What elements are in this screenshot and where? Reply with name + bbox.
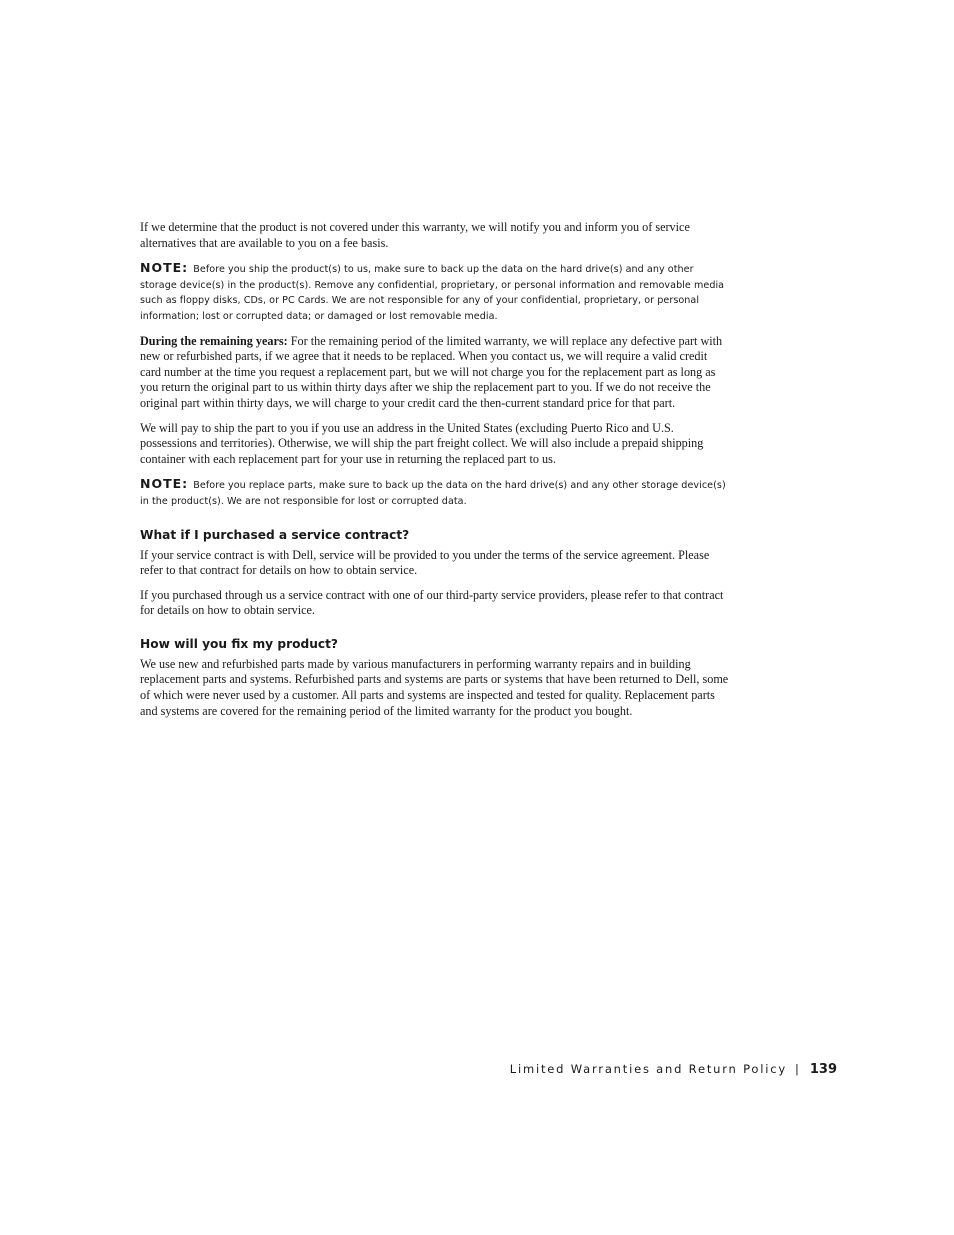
heading-fix-product: How will you fix my product? [140,636,338,651]
paragraph-third-party-contract: If you purchased through us a service contract with one of our third-party service providers, please refer to that contract for details on how to obtain service. [140,587,724,618]
heading-service-contract: What if I purchased a service contract? [140,527,410,542]
paragraph-not-covered: If we determine that the product is not covered under this warranty, we will notify you and inform you of service alternatives that are available to you on a fee basis. [140,220,690,250]
footer-title: Limited Warranties and Return Policy [509,1062,787,1076]
note-replace-backup [140,476,730,509]
note-ship-backup [140,260,730,324]
page-content [140,220,730,728]
paragraph-shipping: We will pay to ship the part to you if you use an address in the United States (excluding Puerto Rico and U.S. possessions and territories). Otherwise, we will ship the part freight collect. We will also include a prepaid shipping container with each replacement part for your use in returning the replaced part to us. [140,420,704,466]
paragraph-lead: During the remaining years: [140,333,288,348]
note-label: NOTE: [140,476,189,492]
paragraph-refurbished-parts: We use new and refurbished parts made by various manufacturers in performing warranty repairs and in building replacement parts and systems. Refurbished parts and systems are parts or systems that have been returned to Dell, some of which were never used by a customer. All parts and systems are inspected and tested for quality. Replacement parts and systems are covered for the remaining period of the limited warranty for the product you bought. [140,656,729,718]
note-label: NOTE: [140,260,189,276]
page-number: 139 [809,1062,837,1077]
note-text: Before you replace parts, make sure to back up the data on the hard drive(s) and any other storage device(s) in the product(s). We are not responsible for lost or corrupted data. [140,480,726,507]
paragraph-text: For the remaining period of the limited warranty, we will replace any defective part with new or refurbished parts, if we agree that it needs to be replaced. When you contact us, we will require a valid credit card number at the time you request a replacement part, but we will not charge you for the replacement part as long as you return the original part to us within thirty days after we ship the replacement part to you. If we do not receive the original part within thirty days, we will charge to your credit card the then-current standard price for that part. [140,333,723,410]
note-text: Before you ship the product(s) to us, make sure to back up the data on the hard drive(s) and any other storage device(s) in the product(s). Remove any confidential, proprietary, or personal information and removable media such as floppy disks, CDs, or PC Cards. We are not responsible for any of your confidential, proprietary, or personal information; lost or corrupted data; or damaged or lost removable media. [140,264,725,322]
paragraph-remaining-years [140,334,730,412]
page-footer [510,1062,837,1077]
paragraph-dell-contract: If your service contract is with Dell, service will be provided to you under the terms of the service agreement. Please refer to that contract for details on how to obtain service. [140,547,710,578]
footer-separator: | [794,1062,799,1076]
